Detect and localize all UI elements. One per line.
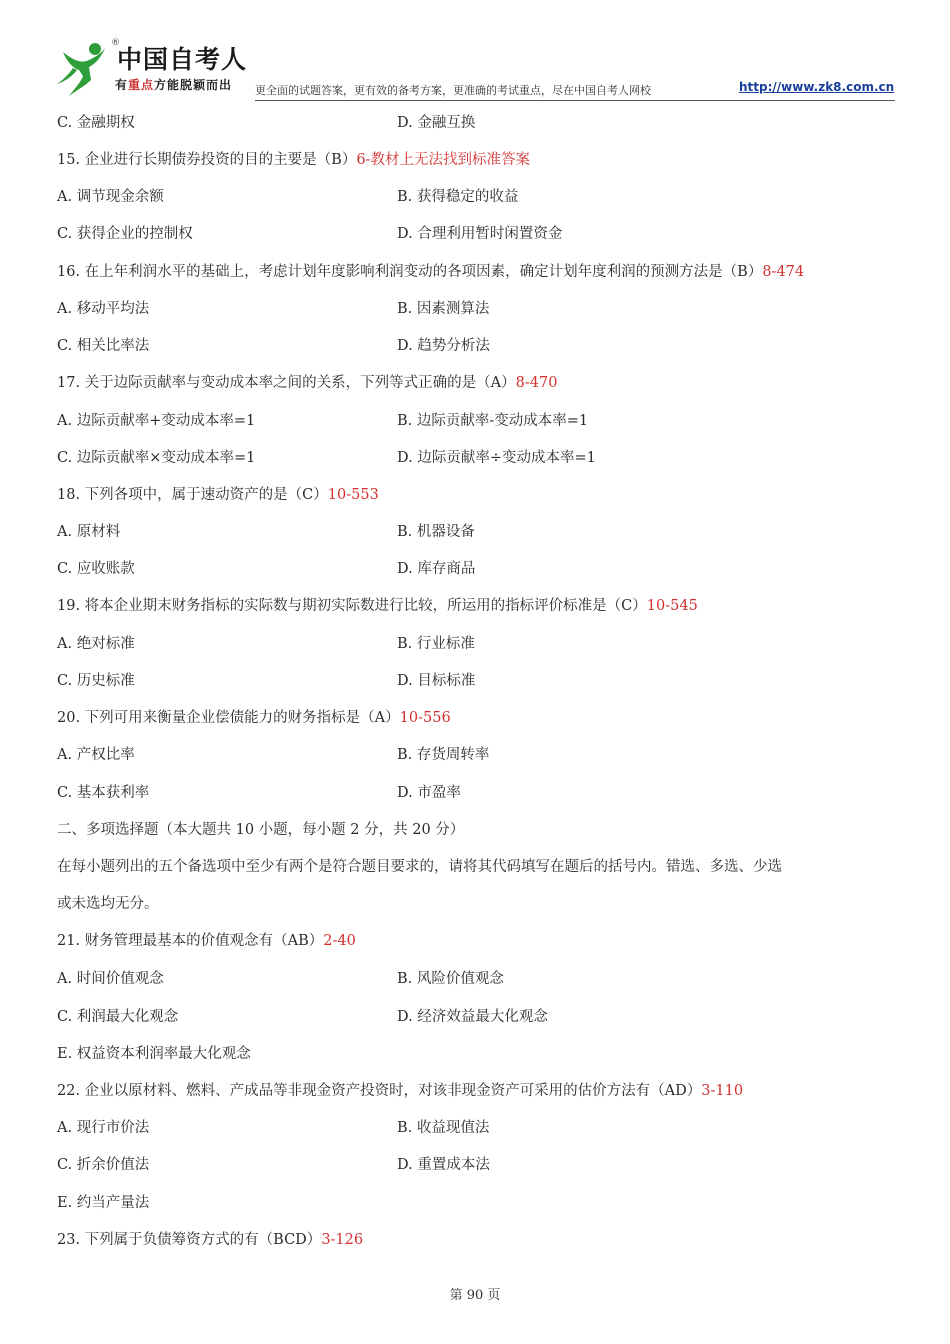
q15-option-b: B. 获得稳定的收益	[397, 189, 519, 205]
q22-option-d: D. 重置成本法	[397, 1157, 490, 1173]
q20-reference: 10-556	[399, 710, 451, 726]
q18-option-d: D. 库存商品	[397, 561, 476, 577]
q23-reference: 3-126	[321, 1232, 364, 1248]
q15-option-a: A. 调节现金余额	[57, 189, 164, 205]
q21-option-b: B. 风险价值观念	[397, 971, 504, 987]
q18-option-a: A. 原材料	[57, 524, 121, 540]
q22-option-c: C. 折余价值法	[57, 1157, 150, 1173]
q19-stem: 19. 将本企业期末财务指标的实际数与期初实际数进行比较，所运用的指标评价标准是（C）10-545	[57, 598, 698, 614]
registered-mark: ®	[111, 38, 120, 48]
q19-option-a: A. 绝对标准	[57, 636, 135, 652]
q22-option-b: B. 收益现值法	[397, 1120, 490, 1136]
q15-option-d: D. 合理利用暂时闲置资金	[397, 226, 563, 242]
q21-option-a: A. 时间价值观念	[57, 971, 164, 987]
q19-option-c: C. 历史标准	[57, 673, 135, 689]
q14-option-c: C. 金融期权	[57, 115, 135, 131]
q17-option-d: D. 边际贡献率÷变动成本率=1	[397, 450, 596, 466]
q22-option-e: E. 约当产量法	[57, 1195, 150, 1211]
q17-option-a: A. 边际贡献率+变动成本率=1	[57, 413, 256, 429]
q16-stem: 16. 在上年利润水平的基础上，考虑计划年度影响利润变动的各项因素，确定计划年度利润的预测方法是（B）8-474	[57, 264, 805, 280]
q20-option-a: A. 产权比率	[57, 747, 135, 763]
q18-reference: 10-553	[327, 487, 379, 503]
q16-reference: 8-474	[762, 264, 805, 280]
q21-option-d: D. 经济效益最大化观念	[397, 1009, 548, 1025]
q16-option-a: A. 移动平均法	[57, 301, 150, 317]
page-number: 第 90 页	[449, 1288, 501, 1303]
q14-option-d: D. 金融互换	[397, 115, 476, 131]
q19-reference: 10-545	[646, 598, 698, 614]
q15-option-c: C. 获得企业的控制权	[57, 226, 193, 242]
q18-option-c: C. 应收账款	[57, 561, 135, 577]
q22-stem: 22. 企业以原材料、燃料、产成品等非现金资产投资时，对该非现金资产可采用的估价方法有（AD）3-110	[57, 1083, 744, 1099]
header-divider	[255, 100, 895, 101]
running-person-logo-icon	[55, 40, 109, 98]
brand-slogan: 有重点方能脱颖而出	[115, 78, 233, 92]
q21-stem: 21. 财务管理最基本的价值观念有（AB）2-40	[57, 933, 356, 949]
brand-name: 中国自考人	[117, 45, 248, 74]
q23-stem: 23. 下列属于负债筹资方式的有（BCD）3-126	[57, 1232, 364, 1248]
q20-stem: 20. 下列可用来衡量企业偿债能力的财务指标是（A）10-556	[57, 710, 451, 726]
q20-option-b: B. 存货周转率	[397, 747, 490, 763]
q19-option-b: B. 行业标准	[397, 636, 475, 652]
q22-reference: 3-110	[701, 1083, 744, 1099]
page-header	[55, 38, 895, 104]
q19-option-d: D. 目标标准	[397, 673, 476, 689]
header-tagline: 更全面的试题答案，更有效的备考方案，更准确的考试重点，尽在中国自考人网校	[255, 84, 651, 97]
q17-option-c: C. 边际贡献率×变动成本率=1	[57, 450, 256, 466]
q20-option-d: D. 市盈率	[397, 785, 461, 801]
website-link[interactable]: http://www.zk8.com.cn	[739, 80, 895, 94]
q16-option-d: D. 趋势分析法	[397, 338, 490, 354]
q21-option-c: C. 利润最大化观念	[57, 1009, 179, 1025]
q18-option-b: B. 机器设备	[397, 524, 475, 540]
q17-stem: 17. 关于边际贡献率与变动成本率之间的关系，下列等式正确的是（A）8-470	[57, 375, 558, 391]
section-2-instruction-line-2: 或未选均无分。	[57, 896, 159, 912]
q20-option-c: C. 基本获利率	[57, 785, 150, 801]
q15-stem: 15. 企业进行长期债券投资的目的主要是（B）6-教材上无法找到标准答案	[57, 152, 530, 168]
q16-option-c: C. 相关比率法	[57, 338, 150, 354]
section-2-title: 二、多项选择题（本大题共 10 小题，每小题 2 分，共 20 分）	[57, 822, 465, 838]
q17-reference: 8-470	[515, 375, 558, 391]
q21-option-e: E. 权益资本利润率最大化观念	[57, 1046, 251, 1062]
q17-option-b: B. 边际贡献率-变动成本率=1	[397, 413, 589, 429]
q16-option-b: B. 因素测算法	[397, 301, 490, 317]
section-2-instruction-line-1: 在每小题列出的五个备选项中至少有两个是符合题目要求的，请将其代码填写在题后的括号内。错选、多选、少选	[57, 859, 782, 875]
q21-reference: 2-40	[323, 933, 356, 949]
q22-option-a: A. 现行市价法	[57, 1120, 150, 1136]
q18-stem: 18. 下列各项中，属于速动资产的是（C）10-553	[57, 487, 379, 503]
q15-reference: 6-教材上无法找到标准答案	[356, 152, 530, 168]
